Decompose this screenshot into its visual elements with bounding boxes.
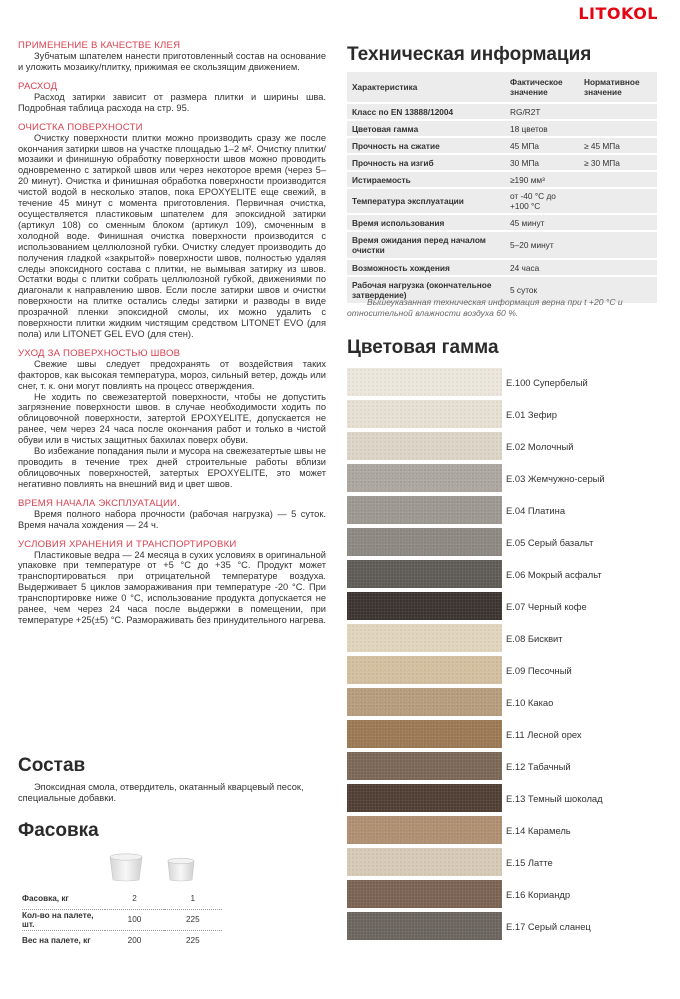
color-swatch-label: E.02 Молочный <box>506 440 574 452</box>
color-swatch-label: E.14 Карамель <box>506 824 571 836</box>
color-swatch-label: E.12 Табачный <box>506 760 571 772</box>
tech-cell-norm <box>579 104 657 119</box>
tech-cell-actual: 18 цветов <box>505 121 579 136</box>
tech-header-row <box>347 72 657 102</box>
color-swatch-row <box>347 718 657 750</box>
tech-row <box>347 138 657 153</box>
tech-header-cell: Нормативное значение <box>579 72 657 102</box>
tech-cell-name: Температура эксплуатации <box>347 189 505 213</box>
section-heading-consumption: РАСХОД <box>18 80 58 92</box>
color-swatch-row <box>347 814 657 846</box>
logo-text: LITOKOL <box>578 4 658 23</box>
section-heading-service-start: ВРЕМЯ НАЧАЛА ЭКСПЛУАТАЦИИ. <box>18 497 181 509</box>
tech-header-cell: Фактическое значение <box>505 72 579 102</box>
tech-cell-name: Время использования <box>347 215 505 230</box>
section-heading-cleaning: ОЧИСТКА ПОВЕРХНОСТИ <box>18 121 143 133</box>
litokol-logo <box>578 4 658 23</box>
packaging-value: 225 <box>164 909 222 930</box>
color-swatch-row <box>347 686 657 718</box>
bucket-large-icon <box>108 852 144 882</box>
color-swatch-label: E.100 Супербелый <box>506 376 588 388</box>
packaging-title: Фасовка <box>18 820 99 841</box>
color-swatch-row <box>347 526 657 558</box>
tech-info-table <box>347 70 657 305</box>
tech-cell-norm <box>579 215 657 230</box>
section-heading-adhesive: ПРИМЕНЕНИЕ В КАЧЕСТВЕ КЛЕЯ <box>18 40 181 51</box>
tech-cell-name: Рабочая нагрузка (окончательное затвердение) <box>347 277 505 303</box>
color-swatch <box>347 400 502 428</box>
section-text-care-1: Свежие швы следует предохранять от воздействия таких факторов, как высокая температура, мороз, сильный ветер, дождь или снег, т. к. они могут повлиять на процесс отверждения. <box>18 358 326 391</box>
color-swatch-label: E.15 Латте <box>506 856 553 868</box>
tech-cell-norm <box>579 121 657 136</box>
tech-info-note: Вышеуказанная техническая информация верна при t +20 °С и относительной влажности воздуха 60 %. <box>347 297 623 318</box>
tech-cell-actual: 30 МПа <box>505 155 579 170</box>
tech-cell-actual: 24 часа <box>505 260 579 275</box>
tech-cell-name: Возможность хождения <box>347 260 505 275</box>
color-swatch <box>347 784 502 812</box>
section-text-care-2: Не ходить по свежезатертой поверхности, чтобы не допустить загрязнение поверхности швов. в случае необходимости ходить по облицовочной поверхности, затертой EPOXYELITE, допускается не ранее, чем через 24 часа после окончания работ и только в чистой обуви или в чистых защитных бахилах поверх обуви. <box>18 391 326 446</box>
section-text-consumption: Расход затирки зависит от размера плитки и ширины шва. Подробная таблица расхода на стр. 95. <box>18 91 326 113</box>
color-swatch-label: E.08 Бисквит <box>506 632 563 644</box>
color-swatch-label: E.07 Черный кофе <box>506 600 587 612</box>
tech-row <box>347 155 657 170</box>
color-swatch-row <box>347 430 657 462</box>
color-swatch <box>347 432 502 460</box>
color-swatch <box>347 688 502 716</box>
tech-row <box>347 215 657 230</box>
color-range-title: Цветовая гамма <box>347 337 499 358</box>
color-swatch <box>347 368 502 396</box>
color-swatch-row <box>347 878 657 910</box>
color-swatch <box>347 880 502 908</box>
color-swatch <box>347 752 502 780</box>
color-swatch <box>347 528 502 556</box>
packaging-value: 225 <box>164 930 222 951</box>
tech-cell-name: Истираемость <box>347 172 505 187</box>
color-swatch <box>347 560 502 588</box>
color-swatch <box>347 816 502 844</box>
color-swatch <box>347 496 502 524</box>
tech-cell-actual: ≥190 мм³ <box>505 172 579 187</box>
bucket-small-icon <box>166 857 196 882</box>
tech-cell-actual: от -40 °С до +100 °С <box>505 189 579 213</box>
color-swatch-row <box>347 462 657 494</box>
color-swatch <box>347 848 502 876</box>
color-swatch-list <box>347 366 657 942</box>
color-swatch-label: E.11 Лесной орех <box>506 728 582 740</box>
color-swatch-row <box>347 654 657 686</box>
tech-cell-norm <box>579 232 657 258</box>
tech-cell-norm <box>579 260 657 275</box>
color-swatch-label: E.09 Песочный <box>506 664 572 676</box>
color-swatch-row <box>347 590 657 622</box>
composition-text: Эпоксидная смола, отвердитель, окатанный кварцевый песок, специальные добавки. <box>18 782 304 803</box>
packaging-value: 100 <box>105 909 163 930</box>
color-swatch-label: E.13 Темный шоколад <box>506 792 603 804</box>
color-swatch-label: E.03 Жемчужно-серый <box>506 472 605 484</box>
tech-cell-actual: 5 суток <box>505 277 579 303</box>
color-swatch-row <box>347 750 657 782</box>
packaging-row <box>22 930 222 951</box>
color-swatch <box>347 464 502 492</box>
color-swatch-row <box>347 910 657 942</box>
color-swatch-row <box>347 494 657 526</box>
color-swatch-label: E.01 Зефир <box>506 408 557 420</box>
packaging-table <box>22 888 222 951</box>
tech-row <box>347 260 657 275</box>
section-text-adhesive: Зубчатым шпателем нанести приготовленный состав на основание и уложить мозаику/плитку, прижимая ее скользящим движением. <box>18 51 326 72</box>
tech-row <box>347 189 657 213</box>
section-text-service-start: Время полного набора прочности (рабочая нагрузка) — 5 суток. Время начала хождения — 24 ч. <box>18 508 326 530</box>
tech-cell-norm: ≥ 30 МПа <box>579 155 657 170</box>
color-swatch-row <box>347 558 657 590</box>
color-swatch <box>347 720 502 748</box>
packaging-label: Вес на палете, кг <box>22 930 105 951</box>
tech-cell-actual: 5–20 минут <box>505 232 579 258</box>
packaging-value: 1 <box>190 893 196 903</box>
color-swatch <box>347 624 502 652</box>
composition-title: Состав <box>18 755 86 776</box>
color-swatch-label: E.05 Серый базальт <box>506 536 594 548</box>
color-swatch-label: E.04 Платина <box>506 504 566 516</box>
packaging-row <box>22 909 222 930</box>
tech-cell-name: Прочность на изгиб <box>347 155 505 170</box>
section-text-cleaning: Очистку поверхности плитки можно производить сразу же после окончания затирки швов на участке площадью 1–2 м². Очистку плитки/ мозаики и финишную обработку поверхности швов можно проводить одновременно с затиркой швов или через некоторое время (через 5–20 минут). Очистка и финишная обработка поверхности производится чистой водой в несколько этапов, пока EPOXYELITE еще свежий, в течение 45 минут с момента приготовления. Первичная очистка, осуществляется пластиковым шпателем для эпоксидной затирки (артикул 108) со сменным блоком (артикул 109), смоченным в холодной воде. Финишная очистка поверхности производится с использованием целлюлозной губки. Очистку следует производить до получения гладкой «закрытой» поверхности швов, полностью удаляя следы эпоксидного состава с плитки, не вымывая затирку из швов. Остатки воды с плитки собрать целлюлозной губкой, движениями по диагонали к направлению швов. Если после затирки швов и очистки поверхности на плитке остались следы затирки и разводы в виде прозрачной пленки эпоксидной смолы, их можно удалить с поверхности плитки жидким чистящим средством LITONET EVO (для пола) или LITONET GEL EVO (для стен). <box>18 132 326 339</box>
tech-cell-name: Цветовая гамма <box>347 121 505 136</box>
section-heading-care: УХОД ЗА ПОВЕРХНОСТЬЮ ШВОВ <box>18 347 181 359</box>
color-swatch-label: E.06 Мокрый асфальт <box>506 568 602 580</box>
color-swatch-label: E.10 Какао <box>506 696 554 708</box>
color-swatch-label: E.17 Серый сланец <box>506 920 591 932</box>
tech-row <box>347 232 657 258</box>
tech-row <box>347 104 657 119</box>
packaging-row <box>22 888 222 909</box>
tech-cell-norm <box>579 189 657 213</box>
color-swatch-row <box>347 846 657 878</box>
color-swatch <box>347 912 502 940</box>
tech-cell-name: Прочность на сжатие <box>347 138 505 153</box>
tech-header-cell: Характеристика <box>347 72 505 102</box>
packaging-label: Кол-во на палете, шт. <box>22 909 105 930</box>
packaging-label: Фасовка, кг <box>22 893 69 903</box>
packaging-value: 2 <box>132 893 137 903</box>
tech-row <box>347 121 657 136</box>
tech-cell-name: Время ожидания перед началом очистки <box>347 232 505 258</box>
section-text-care-3: Во избежание попадания пыли и мусора на свежезатертые швы не проводить в течение трех дней строительные работы вблизи облицовочных поверхностей, затертых EPOXYELITE, это может негативно повлиять на внешний вид и цвет швов. <box>18 446 326 489</box>
color-swatch-row <box>347 622 657 654</box>
color-swatch-label: E.16 Кориандр <box>506 888 571 900</box>
tech-cell-actual: 45 минут <box>505 215 579 230</box>
tech-cell-actual: RG/R2T <box>505 104 579 119</box>
color-swatch-row <box>347 366 657 398</box>
packaging-value: 200 <box>105 930 163 951</box>
color-swatch-row <box>347 398 657 430</box>
color-swatch <box>347 656 502 684</box>
section-heading-storage: УСЛОВИЯ ХРАНЕНИЯ И ТРАНСПОРТИРОВКИ <box>18 538 237 550</box>
tech-cell-norm: ≥ 45 МПа <box>579 138 657 153</box>
instructions-column <box>18 40 326 626</box>
tech-cell-name: Класс по EN 13888/12004 <box>347 104 505 119</box>
tech-cell-norm <box>579 172 657 187</box>
color-swatch <box>347 592 502 620</box>
tech-row <box>347 172 657 187</box>
tech-cell-actual: 45 МПа <box>505 138 579 153</box>
section-text-storage: Пластиковые ведра — 24 месяца в сухих условиях в оригинальной упаковке при температуре от +5 °С до +35 °С. Продукт может транспортироваться при отрицательной температуре воздуха. Выдерживает 5 циклов замораживания при температуре -20 °С. При транспортировке ниже 0 °С, использование продукта допускается не ранее, чем через 24 часа после выдержки в помещении, при температуре +25(±5) °С. Размораживать без принудительного нагрева. <box>18 549 326 625</box>
color-swatch-row <box>347 782 657 814</box>
tech-info-title: Техническая информация <box>347 44 592 65</box>
